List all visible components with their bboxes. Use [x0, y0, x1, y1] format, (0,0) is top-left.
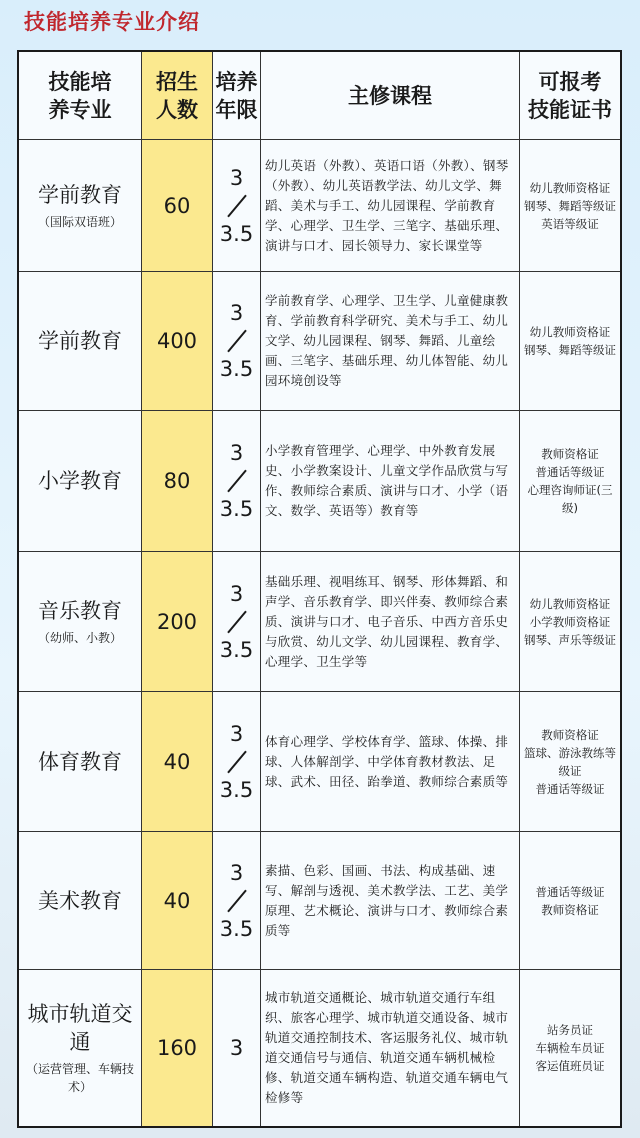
courses-cell — [261, 411, 520, 551]
cert-item: 教师资格证 — [541, 447, 599, 461]
enroll-count: 400 — [156, 329, 198, 353]
major-cell — [19, 970, 142, 1126]
cert-item: 英语等级证 — [541, 216, 599, 231]
table-row — [19, 272, 620, 411]
years-cell — [213, 832, 261, 969]
years-cell — [213, 970, 261, 1126]
courses-cell — [261, 970, 520, 1126]
major-name: 学前教育 — [38, 329, 122, 353]
cert-item: 篮球、游泳教练等级证 — [524, 745, 616, 778]
header-enroll: 招生 人数 — [142, 52, 213, 139]
years-cell — [213, 552, 261, 691]
certs-cell — [520, 970, 620, 1126]
header-courses: 主修课程 — [261, 52, 520, 139]
table-row — [19, 692, 620, 832]
course-list: 素描、色彩、国画、书法、构成基础、速写、解剖与透视、美术教学法、工艺、美学原理、艺术概论、演讲与口才、教师综合素质等 — [265, 862, 509, 938]
courses-cell — [261, 272, 520, 410]
cert-item: 普通话等级证 — [535, 781, 605, 796]
major-cell — [19, 832, 142, 969]
years-max: 3.5 — [219, 357, 254, 381]
major-cell — [19, 692, 142, 831]
years-cell — [213, 140, 261, 271]
major-name: 音乐教育 — [38, 598, 122, 623]
cert-item: 钢琴、舞蹈等级证 — [524, 198, 616, 213]
enroll-count: 60 — [163, 193, 191, 218]
enroll-cell — [142, 970, 213, 1126]
enroll-cell — [142, 692, 213, 831]
courses-cell — [261, 832, 520, 969]
table-row — [19, 552, 620, 692]
courses-cell — [261, 552, 520, 691]
years-min: 3 — [229, 165, 244, 190]
cert-item: 教师资格证 — [541, 902, 599, 917]
table-row — [19, 411, 620, 552]
course-list: 基础乐理、视唱练耳、钢琴、形体舞蹈、和声学、音乐教育学、即兴伴奏、教师综合素质、演讲与口才、电子音乐、中西方音乐史与欣赏、幼儿文学、幼儿园课程、教育学、心理学、卫生学等 — [265, 573, 509, 669]
certs-cell — [520, 411, 620, 551]
slash-divider — [227, 610, 247, 633]
table-row — [19, 140, 620, 272]
course-list: 学前教育学、心理学、卫生学、儿童健康教育、学前教育科学研究、美术与手工、幼儿文学、幼儿园课程、钢琴、舞蹈、儿童绘画、三笔字、基础乐理、幼儿体智能、幼儿园环境创设等 — [265, 293, 509, 388]
major-cell — [19, 272, 142, 410]
enroll-count: 80 — [163, 469, 191, 493]
major-name: 体育教育 — [38, 749, 122, 774]
slash-divider — [227, 750, 247, 773]
cert-item: 钢琴、声乐等级证 — [524, 632, 616, 647]
major-cell — [19, 140, 142, 271]
header-years: 培养 年限 — [213, 52, 261, 139]
cert-item: 钢琴、舞蹈等级证 — [524, 343, 616, 357]
cert-item: 客运值班员证 — [535, 1059, 605, 1073]
certs-cell — [520, 140, 620, 271]
cert-item: 普通话等级证 — [535, 465, 605, 479]
enroll-count: 200 — [156, 609, 198, 634]
major-name: 学前教育 — [38, 182, 122, 207]
course-list: 小学教育管理学、心理学、中外教育发展史、小学教案设计、儿童文学作品欣赏与写作、教师综合素质、演讲与口才、小学（语文、数学、英语等）教育等 — [265, 443, 509, 518]
years-max: 3.5 — [219, 777, 254, 802]
enroll-cell — [142, 411, 213, 551]
table-header-row — [19, 52, 620, 140]
certs-cell — [520, 692, 620, 831]
table-row — [19, 970, 620, 1126]
certs-cell — [520, 832, 620, 969]
years-cell — [213, 692, 261, 831]
years-max: 3.5 — [219, 637, 254, 662]
courses-cell — [261, 692, 520, 831]
course-list: 城市轨道交通概论、城市轨道交通行车组织、旅客心理学、城市轨道交通设备、城市轨道交通控制技术、客运服务礼仪、城市轨道交通信号与通信、轨道交通车辆机械检修、轨道交通车辆构造、轨道交通车辆电气检修等 — [265, 990, 509, 1105]
years-min: 3 — [229, 301, 244, 325]
years-cell — [213, 272, 261, 410]
years-max: 3.5 — [219, 916, 254, 941]
cert-item: 普通话等级证 — [535, 884, 605, 899]
cert-item: 站务员证 — [547, 1023, 593, 1037]
major-cell — [19, 552, 142, 691]
majors-table — [17, 50, 622, 1128]
years-max: 3.5 — [219, 497, 254, 521]
years-min: 3 — [229, 1036, 244, 1060]
years-min: 3 — [229, 441, 244, 465]
major-cell — [19, 411, 142, 551]
years-cell — [213, 411, 261, 551]
years-max: 3.5 — [219, 221, 254, 246]
page-title: 技能培养专业介绍 — [24, 10, 200, 34]
course-list: 幼儿英语（外教）、英语口语（外教）、钢琴（外教）、幼儿英语教学法、幼儿文学、舞蹈、美术与手工、幼儿园课程、学前教育学、心理学、卫生学、三笔字、基础乐理、演讲与口才、园长领导力、家长课堂等 — [265, 157, 509, 253]
header-major: 技能培 养专业 — [19, 52, 142, 139]
course-list: 体育心理学、学校体育学、篮球、体操、排球、人体解剖学、中学体育教材教法、足球、武术、田径、跆拳道、教师综合素质等 — [265, 733, 509, 789]
cert-item: 心理咨询师证(三级) — [527, 483, 613, 515]
years-min: 3 — [229, 860, 244, 885]
major-subtitle: （国际双语班） — [37, 214, 122, 229]
slash-divider — [227, 889, 247, 912]
cert-item: 小学教师资格证 — [529, 614, 611, 629]
cert-item: 幼儿教师资格证 — [529, 596, 611, 611]
table-row — [19, 832, 620, 970]
enroll-cell — [142, 272, 213, 410]
slash-divider — [227, 330, 247, 353]
enroll-count: 40 — [163, 888, 191, 913]
years-min: 3 — [229, 581, 244, 606]
major-name: 城市轨道交通 — [27, 1002, 133, 1054]
enroll-cell — [142, 552, 213, 691]
cert-item: 幼儿教师资格证 — [529, 180, 611, 195]
certs-cell — [520, 552, 620, 691]
certs-cell — [520, 272, 620, 410]
cert-item: 幼儿教师资格证 — [529, 325, 611, 339]
enroll-count: 160 — [156, 1036, 198, 1060]
major-subtitle: （幼师、小教） — [37, 630, 122, 645]
enroll-cell — [142, 832, 213, 969]
header-certs: 可报考 技能证书 — [528, 69, 612, 122]
cert-item: 教师资格证 — [541, 727, 599, 742]
slash-divider — [227, 194, 247, 217]
years-min: 3 — [229, 721, 244, 746]
enroll-cell — [142, 140, 213, 271]
courses-cell — [261, 140, 520, 271]
enroll-count: 40 — [163, 749, 191, 774]
major-name: 美术教育 — [38, 888, 122, 913]
slash-divider — [227, 470, 247, 493]
cert-item: 车辆检车员证 — [535, 1041, 605, 1055]
major-name: 小学教育 — [38, 469, 122, 493]
major-subtitle: （运营管理、车辆技术） — [25, 1062, 134, 1094]
